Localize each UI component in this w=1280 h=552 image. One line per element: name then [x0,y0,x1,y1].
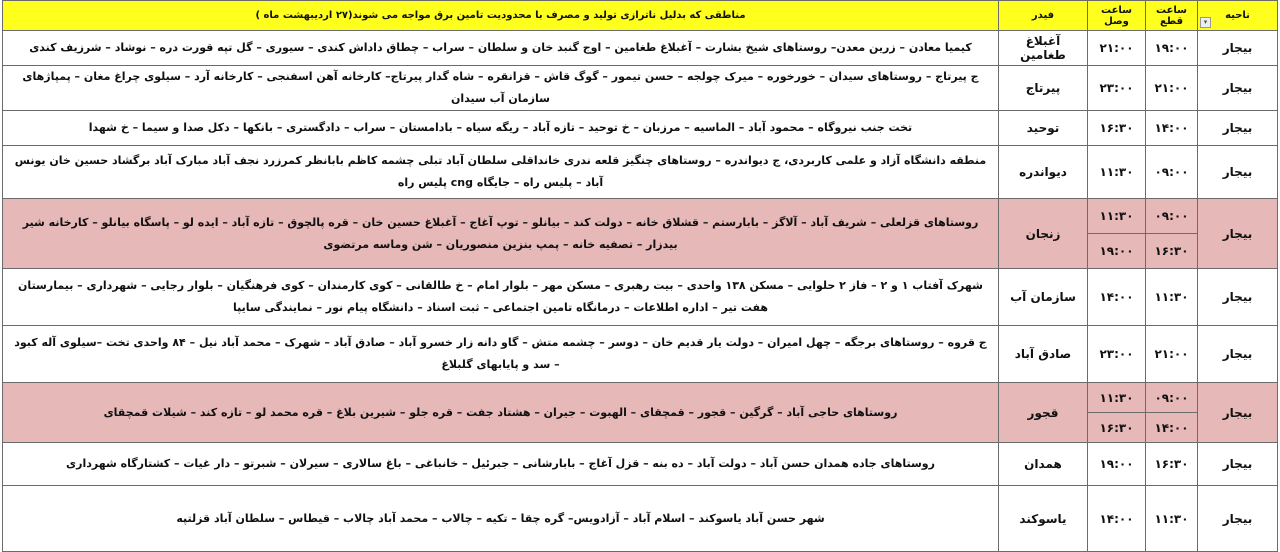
connect-time-cell: ۱۱:۳۰ [1088,146,1146,199]
areas-cell: شهر حسن آباد یاسوکند – اسلام آباد – آزادویس– گره چقا – تکیه – چالاب – محمد آباد چالاب – قیطاس – سلطان آباد قزلتپه [3,486,999,552]
region-cell: بیجار [1198,111,1278,146]
connect-time-cell: ۲۳:۰۰ [1088,66,1146,111]
header-region[interactable] [1198,1,1278,31]
region-cell: بیجار [1198,383,1278,443]
feeder-cell: قجور [999,383,1088,443]
header-region-label: ناحیه [1225,10,1250,21]
region-cell: بیجار [1198,31,1278,66]
feeder-cell: توحید [999,111,1088,146]
table-row [3,31,1278,66]
table-row [3,326,1278,383]
header-connect-time: ساعت وصل [1088,1,1146,31]
table-row [3,443,1278,486]
filter-dropdown-icon[interactable]: ▾ [1200,17,1211,28]
header-cut-time: ساعت قطع [1146,1,1198,31]
header-row [3,1,1278,31]
areas-cell: کیمیا معادن – زرین معدن– روستاهای شیخ بشارت – آغبلاغ طغامین – اوج گنبد خان و سلطان – سراب – چطاق داداش کندی – سیوری – گل تپه قورت دره – نوشاد – شرزیف کندی [3,31,999,66]
cut-time-cell: ۱۹:۰۰ [1146,31,1198,66]
areas-cell: ج قروه – روستاهای برجگه – چهل امیران – دولت یار قدیم خان – دوسر – چشمه متش – گاو دانه زار خسرو آباد – صادق آباد – شهرک – محمد آباد نیل – ۸۴ واحدی تخت –سیلوی آله کبود – سد و پایابهای گلبلاغ [3,326,999,383]
cut-time-cell: ۱۶:۳۰ [1146,234,1198,269]
connect-time-cell: ۱۶:۳۰ [1088,413,1146,443]
header-title: مناطقی که بدلیل ناترازی تولید و مصرف با محدودیت تامین برق مواجه می شوند(۲۷ اردیبهشت ماه ) [3,1,999,31]
region-cell: بیجار [1198,269,1278,326]
connect-time-cell: ۱۱:۳۰ [1088,199,1146,234]
table-row [3,199,1278,234]
table-body [3,31,1278,552]
region-cell: بیجار [1198,326,1278,383]
cut-time-cell: ۰۹:۰۰ [1146,383,1198,413]
header-feeder: فیدر [999,1,1088,31]
connect-time-cell: ۱۴:۰۰ [1088,269,1146,326]
connect-time-cell: ۱۶:۳۰ [1088,111,1146,146]
areas-cell: تخت جنب نیروگاه – محمود آباد – الماسیه – مرزبان – خ توحید – تازه آباد – ریگه سیاه – بادامستان – سراب – دادگستری – بانکها – دکل صدا و سیما – خ شهدا [3,111,999,146]
cut-time-cell: ۱۴:۰۰ [1146,413,1198,443]
areas-cell: روستاهای حاجی آباد – گرگین – قجور – قمچقای – الهبوت – جیران – هشتاد جفت – قره جلو – شیرین بلاغ – قره محمد لو – تازه کند – شیلات قمچقای [3,383,999,443]
areas-cell: شهرک آفتاب ۱ و ۲ – فاز ۲ حلوایی – مسکن ۱۳۸ واحدی – بیت رهبری – مسکن مهر – بلوار امام – خ طالقانی – کوی کارمندان – کوی فرهنگیان – بلوار رجایی – شهرداری – بیمارستان هفت تیر – اداره اطلاعات – درمانگاه تامین اجتماعی – ثبت اسناد – دانشگاه پیام نور – نمایندگی سایپا [3,269,999,326]
connect-time-cell: ۲۳:۰۰ [1088,326,1146,383]
region-cell: بیجار [1198,199,1278,269]
region-cell: بیجار [1198,146,1278,199]
table-row [3,66,1278,111]
connect-time-cell: ۱۴:۰۰ [1088,486,1146,552]
feeder-cell: آغبلاغ طغامین [999,31,1088,66]
feeder-cell: سازمان آب [999,269,1088,326]
region-cell: بیجار [1198,443,1278,486]
cut-time-cell: ۰۹:۰۰ [1146,199,1198,234]
connect-time-cell: ۱۹:۰۰ [1088,443,1146,486]
feeder-cell: همدان [999,443,1088,486]
areas-cell: منطقه دانشگاه آزاد و علمی کاربردی، ج دیواندره – روستاهای چنگیز قلعه ندری خانداقلی سلطان آباد تبلی چشمه کاظم بابانظر کمرزرد نجف آباد مبارک آباد برگشاد حسین خان یونس آباد – پلیس راه – جایگاه cng پلیس راه [3,146,999,199]
cut-time-cell: ۱۱:۳۰ [1146,269,1198,326]
feeder-cell: زنجان [999,199,1088,269]
cut-time-cell: ۱۱:۳۰ [1146,486,1198,552]
connect-time-cell: ۲۱:۰۰ [1088,31,1146,66]
cut-time-cell: ۲۱:۰۰ [1146,66,1198,111]
table-row [3,146,1278,199]
feeder-cell: دیواندره [999,146,1088,199]
connect-time-cell: ۱۱:۳۰ [1088,383,1146,413]
areas-cell: ج پیرتاج – روستاهای سیدان – خورخوره – میرک چولجه – حسن تیمور – گوگ قاش – قزانقره – شاه گدار پیرتاج– کارخانه آهن اسفنجی – کارخانه آرد – سیلوی چراغ مغان – پمپاژهای سازمان آب سیدان [3,66,999,111]
cut-time-cell: ۲۱:۰۰ [1146,326,1198,383]
table-row [3,269,1278,326]
cut-time-cell: ۰۹:۰۰ [1146,146,1198,199]
cut-time-cell: ۱۴:۰۰ [1146,111,1198,146]
cut-time-cell: ۱۶:۳۰ [1146,443,1198,486]
table-row [3,111,1278,146]
feeder-cell: یاسوکند [999,486,1088,552]
feeder-cell: صادق آباد [999,326,1088,383]
region-cell: بیجار [1198,486,1278,552]
areas-cell: روستاهای جاده همدان حسن آباد – دولت آباد – ده بنه – قزل آغاج – بابارشانی – جبرئیل – خانباغی – باغ سالاری – سیرلان – شبرتو – دار غیات – کشتارگاه شهرداری [3,443,999,486]
connect-time-cell: ۱۹:۰۰ [1088,234,1146,269]
areas-cell: روستاهای قزلعلی – شریف آباد – آلاگز – بابارستم – قشلاق خانه – دولت کند – بیانلو – توپ آغاج – آغبلاغ حسین خان – قره پالچوق – تازه آباد – ایده لو – پاسگاه بیانلو – کارخانه شیر بیدزار – تصفیه خانه – پمپ بنزین منصوریان – شن وماسه مرتضوی [3,199,999,269]
region-cell: بیجار [1198,66,1278,111]
feeder-cell: پیرتاج [999,66,1088,111]
power-outage-table [2,0,1278,552]
table-row [3,383,1278,413]
